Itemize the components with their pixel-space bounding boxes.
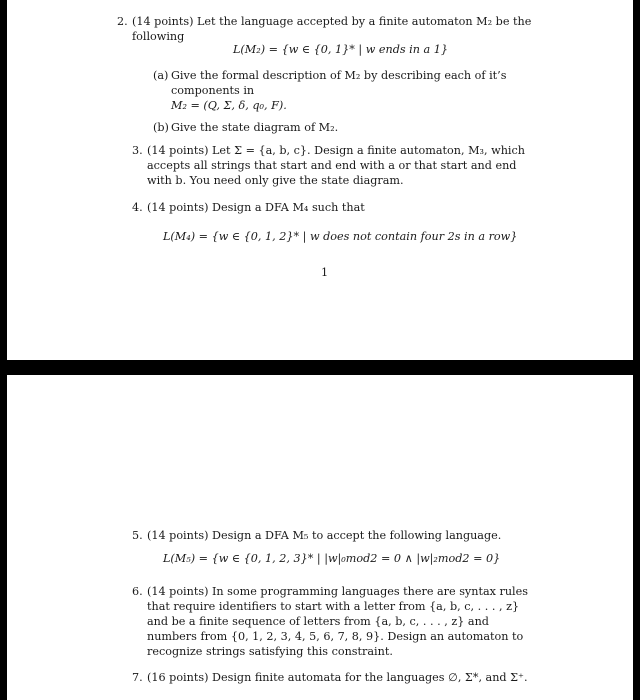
page-number: 1 (321, 266, 329, 279)
question-2b (153, 120, 531, 135)
question-2-text: (14 points) Let the language accepted by a finite automaton M₂ be the following (132, 15, 532, 43)
question-5 (132, 528, 532, 543)
question-2a-text: Give the formal description of M₂ by describing each of it’s components in (171, 69, 507, 97)
exam-page-1 (7, 0, 633, 360)
question-3-number: 3. (132, 144, 143, 157)
question-2 (117, 14, 532, 44)
question-4 (132, 200, 532, 215)
question-4-text: (14 points) Design a DFA M₄ such that (147, 201, 365, 214)
question-4-number: 4. (132, 201, 143, 214)
question-6 (132, 584, 532, 659)
question-5-formula: L(M₅) = {w ∈ {0, 1, 2, 3}* | |w|₀mod2 = 0 ∧ |w|₂mod2 = 0} (163, 552, 501, 565)
question-2a-label: (a) (153, 69, 169, 82)
question-2-number: 2. (117, 15, 128, 28)
question-4-formula: L(M₄) = {w ∈ {0, 1, 2}* | w does not contain four 2s in a row} (163, 230, 518, 243)
question-2a-formula: M₂ = (Q, Σ, δ, q₀, F). (171, 99, 287, 112)
question-6-text: (14 points) In some programming languages there are syntax rules that require identifiers to start with a letter from {a, b, c, . . . , z} and be a finite sequence of letters from {a, b, c, . . . , z} and numbers from {0, 1, 2, 3, 4, 5, 6, 7, 8, 9}. Design an automaton to recognize strings satisfying this constraint. (147, 585, 528, 658)
question-7-text: (16 points) Design finite automata for the languages ∅, Σ*, and Σ⁺. (147, 671, 528, 684)
question-5-text: (14 points) Design a DFA M₅ to accept the following language. (147, 529, 502, 542)
question-3-text: (14 points) Let Σ = {a, b, c}. Design a finite automaton, M₃, which accepts all strings that start and end with a or that start and end with b. You need only give the state diagram. (147, 144, 525, 187)
question-3 (132, 143, 532, 188)
question-2b-text: Give the state diagram of M₂. (171, 121, 339, 134)
question-2b-label: (b) (153, 121, 169, 134)
question-7-number: 7. (132, 671, 143, 684)
question-2-formula: L(M₂) = {w ∈ {0, 1}* | w ends in a 1} (233, 43, 448, 56)
question-7 (132, 670, 532, 685)
exam-page-2 (7, 375, 633, 700)
question-2a (153, 68, 531, 98)
question-5-number: 5. (132, 529, 143, 542)
question-6-number: 6. (132, 585, 143, 598)
